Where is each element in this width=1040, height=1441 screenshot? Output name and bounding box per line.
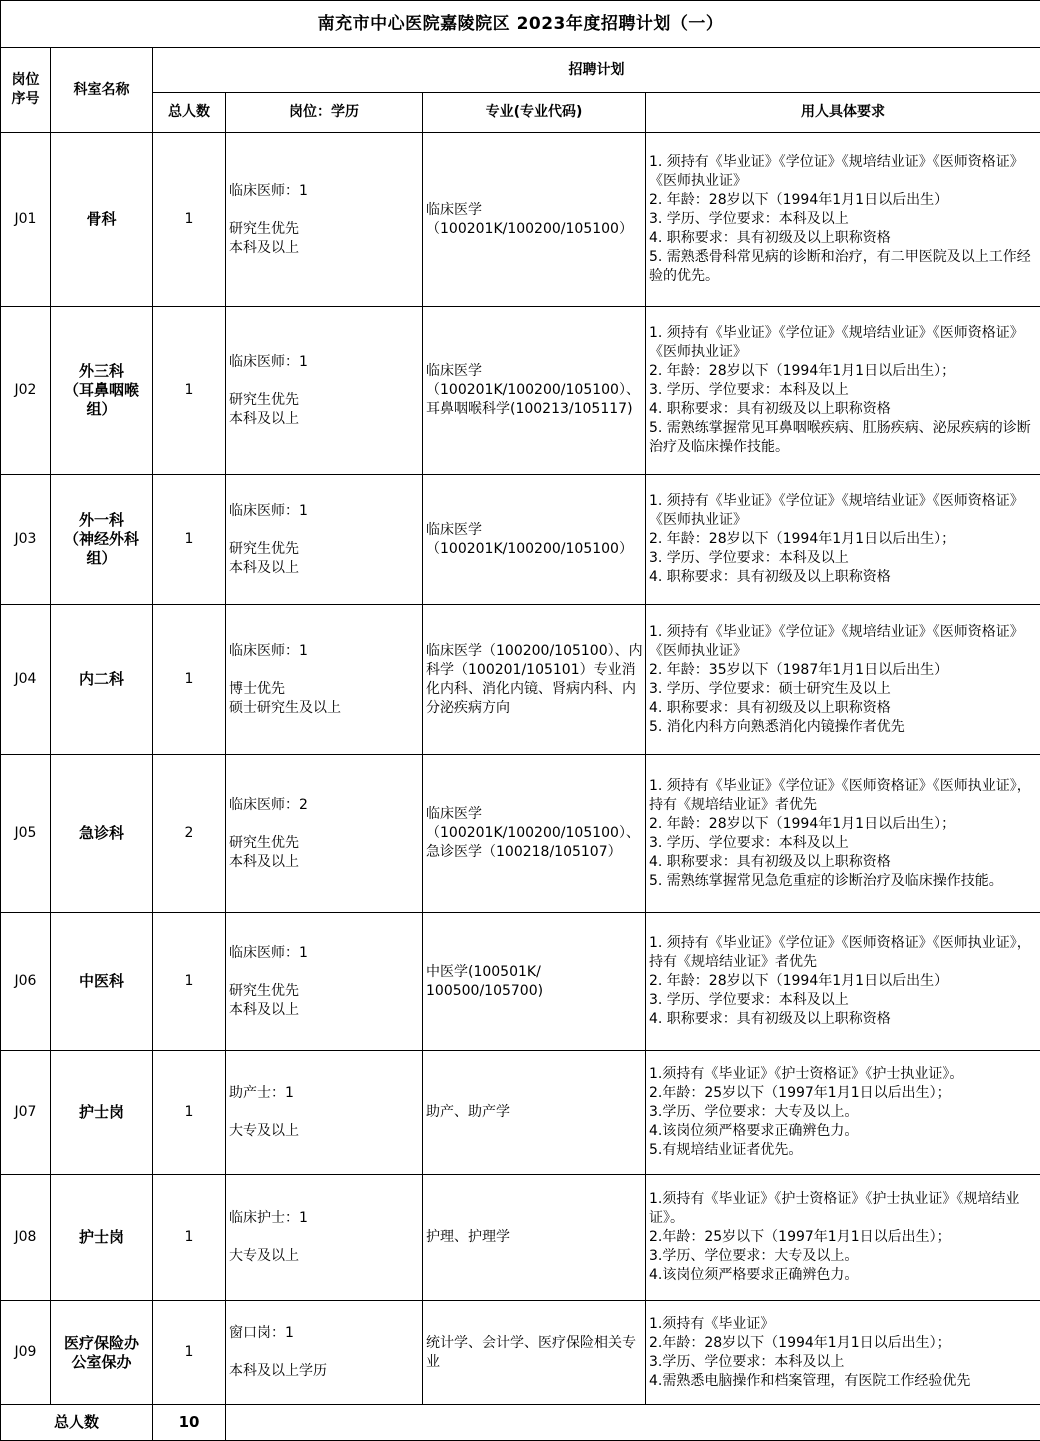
- table-row: [1, 307, 1040, 475]
- total-row: [1, 1405, 1040, 1441]
- dept-cell: 外一科 （神经外科 组）: [51, 475, 153, 605]
- position-cell: 临床医师：1 研究生优先 本科及以上: [226, 133, 423, 307]
- dept-cell: 外三科 （耳鼻咽喉 组）: [51, 307, 153, 475]
- dept-cell: 中医科: [51, 913, 153, 1051]
- table-row: [1, 1175, 1040, 1301]
- requirements-cell: 1.须持有《毕业证》《护士资格证》《护士执业证》《规培结业证》。 2.年龄：25岁以下（1997年1月1日以后出生）； 3.学历、学位要求：大专及以上。 4.该岗位须严格要求正确辨色力。: [646, 1175, 1040, 1301]
- header-req: 用人具体要求: [646, 93, 1040, 133]
- post-id-cell: J03: [1, 475, 51, 605]
- major-cell: 统计学、会计学、医疗保险相关专业: [423, 1301, 646, 1405]
- post-id-cell: J08: [1, 1175, 51, 1301]
- major-cell: 护理、护理学: [423, 1175, 646, 1301]
- table-row: [1, 133, 1040, 307]
- position-cell: 临床医师：2 研究生优先 本科及以上: [226, 755, 423, 913]
- count-cell: 1: [153, 475, 226, 605]
- requirements-cell: 1. 须持有《毕业证》《学位证》《医师资格证》《医师执业证》，持有《规培结业证》者优先 2. 年龄：28岁以下（1994年1月1日以后出生）； 3. 学历、学位要求：本科及以上 4. 职称要求：具有初级及以上职称资格 5. 需熟练掌握常见急危重症的诊断治疗及临床操作技能。: [646, 755, 1040, 913]
- table-row: [1, 913, 1040, 1051]
- count-cell: 1: [153, 307, 226, 475]
- count-cell: 2: [153, 755, 226, 913]
- requirements-cell: 1. 须持有《毕业证》《学位证》《规培结业证》《医师资格证》《医师执业证》 2. 年龄：28岁以下（1994年1月1日以后出生） 3. 学历、学位要求：本科及以上 4. 职称要求：具有初级及以上职称资格 5. 需熟悉骨科常见病的诊断和治疗，有二甲医院及以上工作经验的优先。: [646, 133, 1040, 307]
- table-row: [1, 1051, 1040, 1175]
- position-cell: 临床医师：1 研究生优先 本科及以上: [226, 913, 423, 1051]
- post-id-cell: J06: [1, 913, 51, 1051]
- total-value: 10: [153, 1405, 226, 1441]
- total-empty: [226, 1405, 1040, 1441]
- major-cell: 中医学(100501K/ 100500/105700): [423, 913, 646, 1051]
- header-post-no: 岗位 序号: [1, 48, 51, 133]
- table-row: [1, 755, 1040, 913]
- dept-cell: 护士岗: [51, 1175, 153, 1301]
- dept-cell: 骨科: [51, 133, 153, 307]
- requirements-cell: 1.须持有《毕业证》《护士资格证》《护士执业证》。 2.年龄：25岁以下（1997年1月1日以后出生）； 3.学历、学位要求：大专及以上。 4.该岗位须严格要求正确辨色力。 5.有规培结业证者优先。: [646, 1051, 1040, 1175]
- header-plan: 招聘计划: [153, 48, 1040, 93]
- position-cell: 临床医师：1 博士优先 硕士研究生及以上: [226, 605, 423, 755]
- count-cell: 1: [153, 1175, 226, 1301]
- major-cell: 临床医学 （100201K/100200/105100）: [423, 475, 646, 605]
- count-cell: 1: [153, 1051, 226, 1175]
- requirements-cell: 1. 须持有《毕业证》《学位证》《规培结业证》《医师资格证》《医师执业证》 2. 年龄：35岁以下（1987年1月1日以后出生） 3. 学历、学位要求：硕士研究生及以上 4. 职称要求：具有初级及以上职称资格 5. 消化内科方向熟悉消化内镜操作者优先: [646, 605, 1040, 755]
- dept-cell: 内二科: [51, 605, 153, 755]
- major-cell: 临床医学 （100201K/100200/105100）、急诊医学（100218/105107）: [423, 755, 646, 913]
- post-id-cell: J04: [1, 605, 51, 755]
- header-dept: 科室名称: [51, 48, 153, 133]
- post-id-cell: J05: [1, 755, 51, 913]
- position-cell: 临床医师：1 研究生优先 本科及以上: [226, 475, 423, 605]
- table-row: [1, 605, 1040, 755]
- dept-cell: 医疗保险办 公室保办: [51, 1301, 153, 1405]
- post-id-cell: J09: [1, 1301, 51, 1405]
- header-major: 专业(专业代码): [423, 93, 646, 133]
- major-cell: 助产、助产学: [423, 1051, 646, 1175]
- post-id-cell: J01: [1, 133, 51, 307]
- total-label: 总人数: [1, 1405, 153, 1441]
- major-cell: 临床医学（100200/105100）、内科学（100201/105101）专业消化内科、消化内镜、肾病内科、内分泌疾病方向: [423, 605, 646, 755]
- dept-cell: 护士岗: [51, 1051, 153, 1175]
- position-cell: 临床护士：1 大专及以上: [226, 1175, 423, 1301]
- count-cell: 1: [153, 133, 226, 307]
- table-row: [1, 475, 1040, 605]
- position-cell: 窗口岗：1 本科及以上学历: [226, 1301, 423, 1405]
- major-cell: 临床医学 （100201K/100200/105100）: [423, 133, 646, 307]
- position-cell: 临床医师：1 研究生优先 本科及以上: [226, 307, 423, 475]
- requirements-cell: 1.须持有《毕业证》 2.年龄：28岁以下（1994年1月1日以后出生）； 3.学历、学位要求：本科及以上 4.需熟悉电脑操作和档案管理，有医院工作经验优先: [646, 1301, 1040, 1405]
- requirements-cell: 1. 须持有《毕业证》《学位证》《医师资格证》《医师执业证》，持有《规培结业证》者优先 2. 年龄：28岁以下（1994年1月1日以后出生） 3. 学历、学位要求：本科及以上 4. 职称要求：具有初级及以上职称资格: [646, 913, 1040, 1051]
- dept-cell: 急诊科: [51, 755, 153, 913]
- count-cell: 1: [153, 913, 226, 1051]
- post-id-cell: J02: [1, 307, 51, 475]
- major-cell: 临床医学 （100201K/100200/105100）、耳鼻咽喉科学(100213/105117): [423, 307, 646, 475]
- table-row: [1, 1301, 1040, 1405]
- position-cell: 助产士：1 大专及以上: [226, 1051, 423, 1175]
- page-title: 南充市中心医院嘉陵院区 2023年度招聘计划（一）: [1, 1, 1040, 48]
- count-cell: 1: [153, 1301, 226, 1405]
- requirements-cell: 1. 须持有《毕业证》《学位证》《规培结业证》《医师资格证》《医师执业证》 2. 年龄：28岁以下（1994年1月1日以后出生）； 3. 学历、学位要求：本科及以上 4. 职称要求：具有初级及以上职称资格: [646, 475, 1040, 605]
- header-total: 总人数: [153, 93, 226, 133]
- count-cell: 1: [153, 605, 226, 755]
- header-position: 岗位：学历: [226, 93, 423, 133]
- post-id-cell: J07: [1, 1051, 51, 1175]
- requirements-cell: 1. 须持有《毕业证》《学位证》《规培结业证》《医师资格证》《医师执业证》 2. 年龄：28岁以下（1994年1月1日以后出生）； 3. 学历、学位要求：本科及以上 4. 职称要求：具有初级及以上职称资格 5. 需熟练掌握常见耳鼻咽喉疾病、肛肠疾病、泌尿疾病的诊断治疗及临床操作技能。: [646, 307, 1040, 475]
